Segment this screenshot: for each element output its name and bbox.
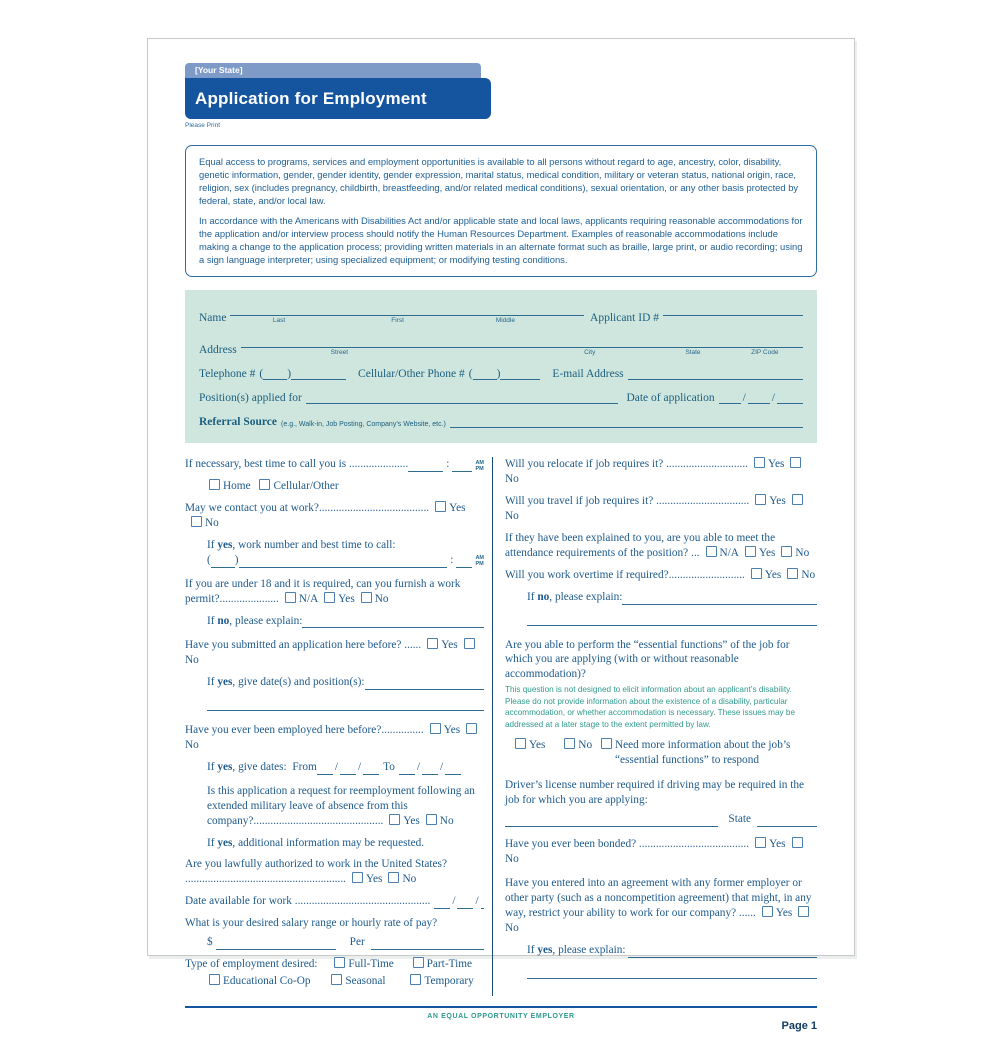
checkbox-temporary[interactable] — [410, 974, 421, 985]
sublabel-state: State — [685, 349, 701, 357]
available-month-line[interactable] — [434, 896, 450, 909]
date-of-application-label: Date of application — [626, 392, 715, 405]
available-day-line[interactable] — [457, 896, 473, 909]
eeo-notice-box — [185, 145, 817, 277]
am-pm-label: AM PM — [475, 555, 484, 568]
relocate-question: Will you relocate if job requires it? ............................. YesNo — [505, 457, 817, 487]
drivers-license-question: Driver’s license number required if driving may be required in the job for which you are applying: — [505, 778, 805, 806]
name-sublabels — [230, 317, 584, 324]
application-day-line[interactable] — [748, 391, 770, 404]
am-pm-label: AM PM — [475, 459, 484, 472]
telephone-area-line[interactable] — [263, 367, 287, 380]
checkbox-na[interactable] — [706, 546, 717, 557]
application-month-line[interactable] — [719, 391, 741, 404]
applicant-id-input-line[interactable] — [663, 303, 803, 316]
address-sublabels — [241, 349, 803, 356]
position-row: Position(s) applied for Date of application / / — [199, 391, 803, 404]
referral-source-input-line[interactable] — [450, 415, 803, 428]
checkbox-no[interactable] — [464, 638, 475, 649]
checkbox-yes[interactable] — [755, 494, 766, 505]
available-year-line[interactable] — [481, 896, 484, 909]
checkbox-no[interactable] — [792, 494, 803, 505]
referral-source-hint: (e.g., Walk-in, Job Posting, Company’s Website, etc.) — [281, 421, 446, 429]
checkbox-educational-coop[interactable] — [209, 974, 220, 985]
best-time-question: If necessary, best time to call you is ..................... : AM PM — [185, 458, 484, 472]
need-more-info-label: Need more information about the job’s “essential functions” to respond — [615, 739, 791, 766]
best-time-minute-line[interactable] — [452, 459, 472, 472]
address-field — [241, 335, 803, 356]
checkbox-yes[interactable] — [430, 723, 441, 734]
checkbox-yes[interactable] — [754, 457, 765, 468]
work-number-line[interactable] — [239, 555, 339, 568]
checkbox-need-more-info[interactable] — [601, 738, 612, 749]
permit-explain-line[interactable] — [302, 615, 484, 628]
checkbox-seasonal[interactable] — [331, 974, 342, 985]
page-title: Application for Employment — [185, 78, 491, 119]
checkbox-home-label: Home — [223, 480, 251, 493]
permit-no-explain-subquestion: If no, please explain: — [207, 614, 484, 629]
sublabel-last: Last — [272, 317, 286, 325]
checkbox-yes[interactable] — [427, 638, 438, 649]
best-time-hour-line[interactable] — [408, 459, 443, 472]
license-state-line[interactable] — [757, 814, 817, 827]
need-more-info-option — [595, 738, 817, 768]
attendance-question: If they have been explained to you, are you able to meet the attendance requirements of the position? ... N/A Yes No — [505, 531, 810, 559]
work-number-field-row — [207, 553, 484, 568]
essential-functions-question: Are you able to perform the “essential functions” of the job for which you are applying (with or without reasonable accommodation)? — [505, 638, 790, 681]
employment-type-question: Type of employment desired: Full-Time Part-Time — [185, 958, 473, 970]
equal-opportunity-text: AN EQUAL OPPORTUNITY EMPLOYER — [427, 1012, 575, 1020]
checkbox-no[interactable] — [787, 568, 798, 579]
travel-question: Will you travel if job requires it? ................................. YesNo — [505, 494, 817, 524]
reemployment-question: Is this application a request for reemployment following an extended military leave of absence from this company?.............................................. Yes No — [207, 784, 475, 827]
checkbox-no[interactable] — [361, 592, 372, 603]
checkbox-no[interactable] — [790, 457, 801, 468]
name-row — [199, 303, 803, 324]
checkbox-na[interactable] — [285, 592, 296, 603]
best-time-field: : AM PM — [408, 457, 484, 472]
application-year-line[interactable] — [777, 391, 803, 404]
to-month-line[interactable] — [399, 762, 415, 775]
checkbox-part-time[interactable] — [413, 957, 424, 968]
checkbox-yes[interactable] — [751, 568, 762, 579]
checkbox-home[interactable] — [209, 479, 220, 490]
noncompete-explain-extra-line[interactable] — [527, 965, 817, 979]
reemployment-additional-note: If yes, additional information may be requested. — [207, 836, 425, 849]
salary-amount-line[interactable] — [216, 937, 336, 950]
referral-row — [199, 415, 803, 428]
applicant-id-label: Applicant ID # — [590, 312, 659, 325]
applicant-id-field — [663, 303, 803, 324]
checkbox-no[interactable] — [426, 814, 437, 825]
checkbox-no[interactable] — [191, 516, 202, 527]
work-time-minute-line[interactable] — [456, 555, 472, 568]
date-available-question: Date available for work ................................................ / / — [185, 894, 484, 909]
employed-before-question: Have you ever been employed here before?............... YesNo — [185, 723, 484, 753]
drivers-license-fields: State — [505, 812, 817, 827]
address-label: Address — [199, 344, 237, 357]
sublabel-middle: Middle — [495, 317, 515, 325]
address-input-line[interactable] — [241, 335, 803, 348]
work-permit-question: If you are under 18 and it is required, can you furnish a work permit?..................... N/A Yes No — [185, 577, 461, 605]
paren-open: ( — [468, 368, 473, 381]
salary-question: What is your desired salary range or hourly rate of pay? — [185, 917, 438, 930]
bonded-question: Have you ever been bonded? ....................................... YesNo — [505, 837, 817, 867]
license-number-line[interactable] — [505, 814, 718, 827]
from-day-line[interactable] — [340, 762, 356, 775]
please-print-label: Please Print — [185, 122, 221, 129]
salary-fields-row: $ Per — [207, 935, 484, 950]
ada-paragraph: In accordance with the Americans with Disabilities Act and/or applicable state and local laws, applicants requiring reasonable accommodations for the application and/or interview process should notify the Human Resources Department. Examples of reasonable accommodations include making a change to the application process; providing written materials in an alternate format such as braille, large print, or audio recording; using a sign language interpreter; using specialized equipment; or modifying testing conditions. — [199, 214, 803, 266]
contact-at-work-question: May we contact you at work?....................................... YesNo — [185, 502, 466, 529]
work-time-hour-line[interactable] — [339, 555, 448, 568]
cellular-input-line[interactable] — [500, 367, 540, 380]
noncompete-question: Have you entered into an agreement with any former employer or other party (such as a noncompetition agreement) that might, in any way, restrict your ability to work for our company? ...... YesNo — [505, 877, 812, 935]
cellular-area-line[interactable] — [473, 367, 497, 380]
checkbox-yes[interactable] — [389, 814, 400, 825]
paren-close: ) — [496, 368, 501, 381]
paren-close: ) — [234, 553, 239, 566]
checkbox-no[interactable] — [798, 906, 809, 917]
submitted-dates-subquestion: If yes, give date(s) and position(s): — [207, 675, 484, 690]
email-label: E-mail Address — [552, 368, 624, 381]
work-area-code-line[interactable] — [211, 555, 235, 568]
overtime-explain-extra-line[interactable] — [527, 612, 817, 626]
checkbox-cellular-other-label: Cellular/Other — [273, 480, 339, 493]
email-input-line[interactable] — [628, 367, 803, 380]
sublabel-city: City — [584, 349, 596, 357]
telephone-label: Telephone # — [199, 368, 256, 381]
questions-right-column — [492, 457, 817, 996]
paren-open: ( — [259, 368, 264, 381]
checkbox-yes[interactable] — [324, 592, 335, 603]
overtime-explain-line[interactable] — [622, 592, 817, 605]
work-number-subquestion: If yes, work number and best time to call: — [207, 538, 396, 551]
phone-type-options — [207, 479, 484, 494]
checkbox-yes[interactable] — [435, 501, 446, 512]
page-footer — [185, 1006, 817, 1048]
questions-area — [185, 457, 817, 996]
noncompete-yes-explain-subquestion: If yes, please explain: — [527, 943, 817, 958]
cellular-label: Cellular/Other Phone # — [358, 368, 465, 381]
essential-functions-options: Yes No — [505, 738, 817, 753]
checkbox-yes[interactable] — [515, 738, 526, 749]
page-number: Page 1 — [781, 1019, 817, 1032]
overtime-no-explain-subquestion: If no, please explain: — [527, 590, 817, 605]
positions-input-line[interactable] — [306, 391, 619, 404]
lawfully-authorized-question: Are you lawfully authorized to work in the United States? ......................................................... Yes No — [185, 858, 447, 886]
name-input-line[interactable] — [230, 303, 584, 316]
from-month-line[interactable] — [317, 762, 333, 775]
work-call-time-field: : AM PM — [339, 553, 484, 568]
sublabel-first: First — [391, 317, 404, 325]
checkbox-yes[interactable] — [762, 906, 773, 917]
noncompete-explain-line[interactable] — [628, 945, 817, 958]
sublabel-zip: ZIP Code — [751, 349, 779, 357]
employment-dates-subquestion: If yes, give dates: From / / To / / — [207, 760, 484, 775]
employment-type-options-2: Educational Co-Op Seasonal Temporary — [207, 974, 484, 989]
checkbox-yes[interactable] — [352, 872, 363, 883]
paren-close: ) — [287, 368, 292, 381]
from-year-line[interactable] — [363, 762, 379, 775]
address-row — [199, 335, 803, 356]
referral-source-label: Referral Source — [199, 416, 278, 429]
essential-functions-note: This question is not designed to elicit information about an applicant’s disability. Please do not provide information about the existence of a disability, particular accommodation, or whether accommodation is necessary. These issues may be addressed at a later stage to the extent permitted by law. — [505, 685, 796, 729]
checkbox-no[interactable] — [564, 738, 575, 749]
checkbox-yes[interactable] — [755, 837, 766, 848]
telephone-input-line[interactable] — [291, 367, 346, 380]
application-form-page — [147, 38, 855, 1032]
checkbox-no[interactable] — [388, 872, 399, 883]
paren-open: ( — [207, 553, 211, 566]
sublabel-street: Street — [330, 349, 348, 357]
checkbox-cellular-other[interactable] — [259, 479, 270, 490]
overtime-question: Will you work overtime if required?........................... Yes No — [505, 568, 816, 581]
name-label: Name — [199, 312, 227, 325]
checkbox-no[interactable] — [792, 837, 803, 848]
positions-label: Position(s) applied for — [199, 392, 302, 405]
to-year-line[interactable] — [445, 762, 461, 775]
checkbox-no[interactable] — [781, 546, 792, 557]
checkbox-no[interactable] — [466, 723, 477, 734]
salary-per-line[interactable] — [371, 937, 484, 950]
checkbox-yes[interactable] — [745, 546, 756, 557]
to-day-line[interactable] — [422, 762, 438, 775]
state-tab: [Your State] — [185, 63, 481, 78]
phone-row — [199, 367, 803, 380]
questions-left-column — [185, 457, 492, 996]
dates-positions-extra-line[interactable] — [207, 697, 484, 711]
dates-positions-line[interactable] — [365, 677, 484, 690]
eeo-paragraph: Equal access to programs, services and employment opportunities is available to all persons without regard to age, ancestry, color, disability, genetic information, gender, gender identity, gender expression, marital status, medical condition, military or veteran status, national origin, race, religion, sex (includes pregnancy, childbirth, breastfeeding, and/or related medical conditions), sexual orientation, or any other basis protected by federal, state, and/or local law. — [199, 156, 799, 207]
checkbox-full-time[interactable] — [334, 957, 345, 968]
applicant-identity-section — [185, 290, 817, 443]
submitted-before-question: Have you submitted an application here before? ...... YesNo — [185, 638, 484, 668]
name-field — [230, 303, 584, 324]
